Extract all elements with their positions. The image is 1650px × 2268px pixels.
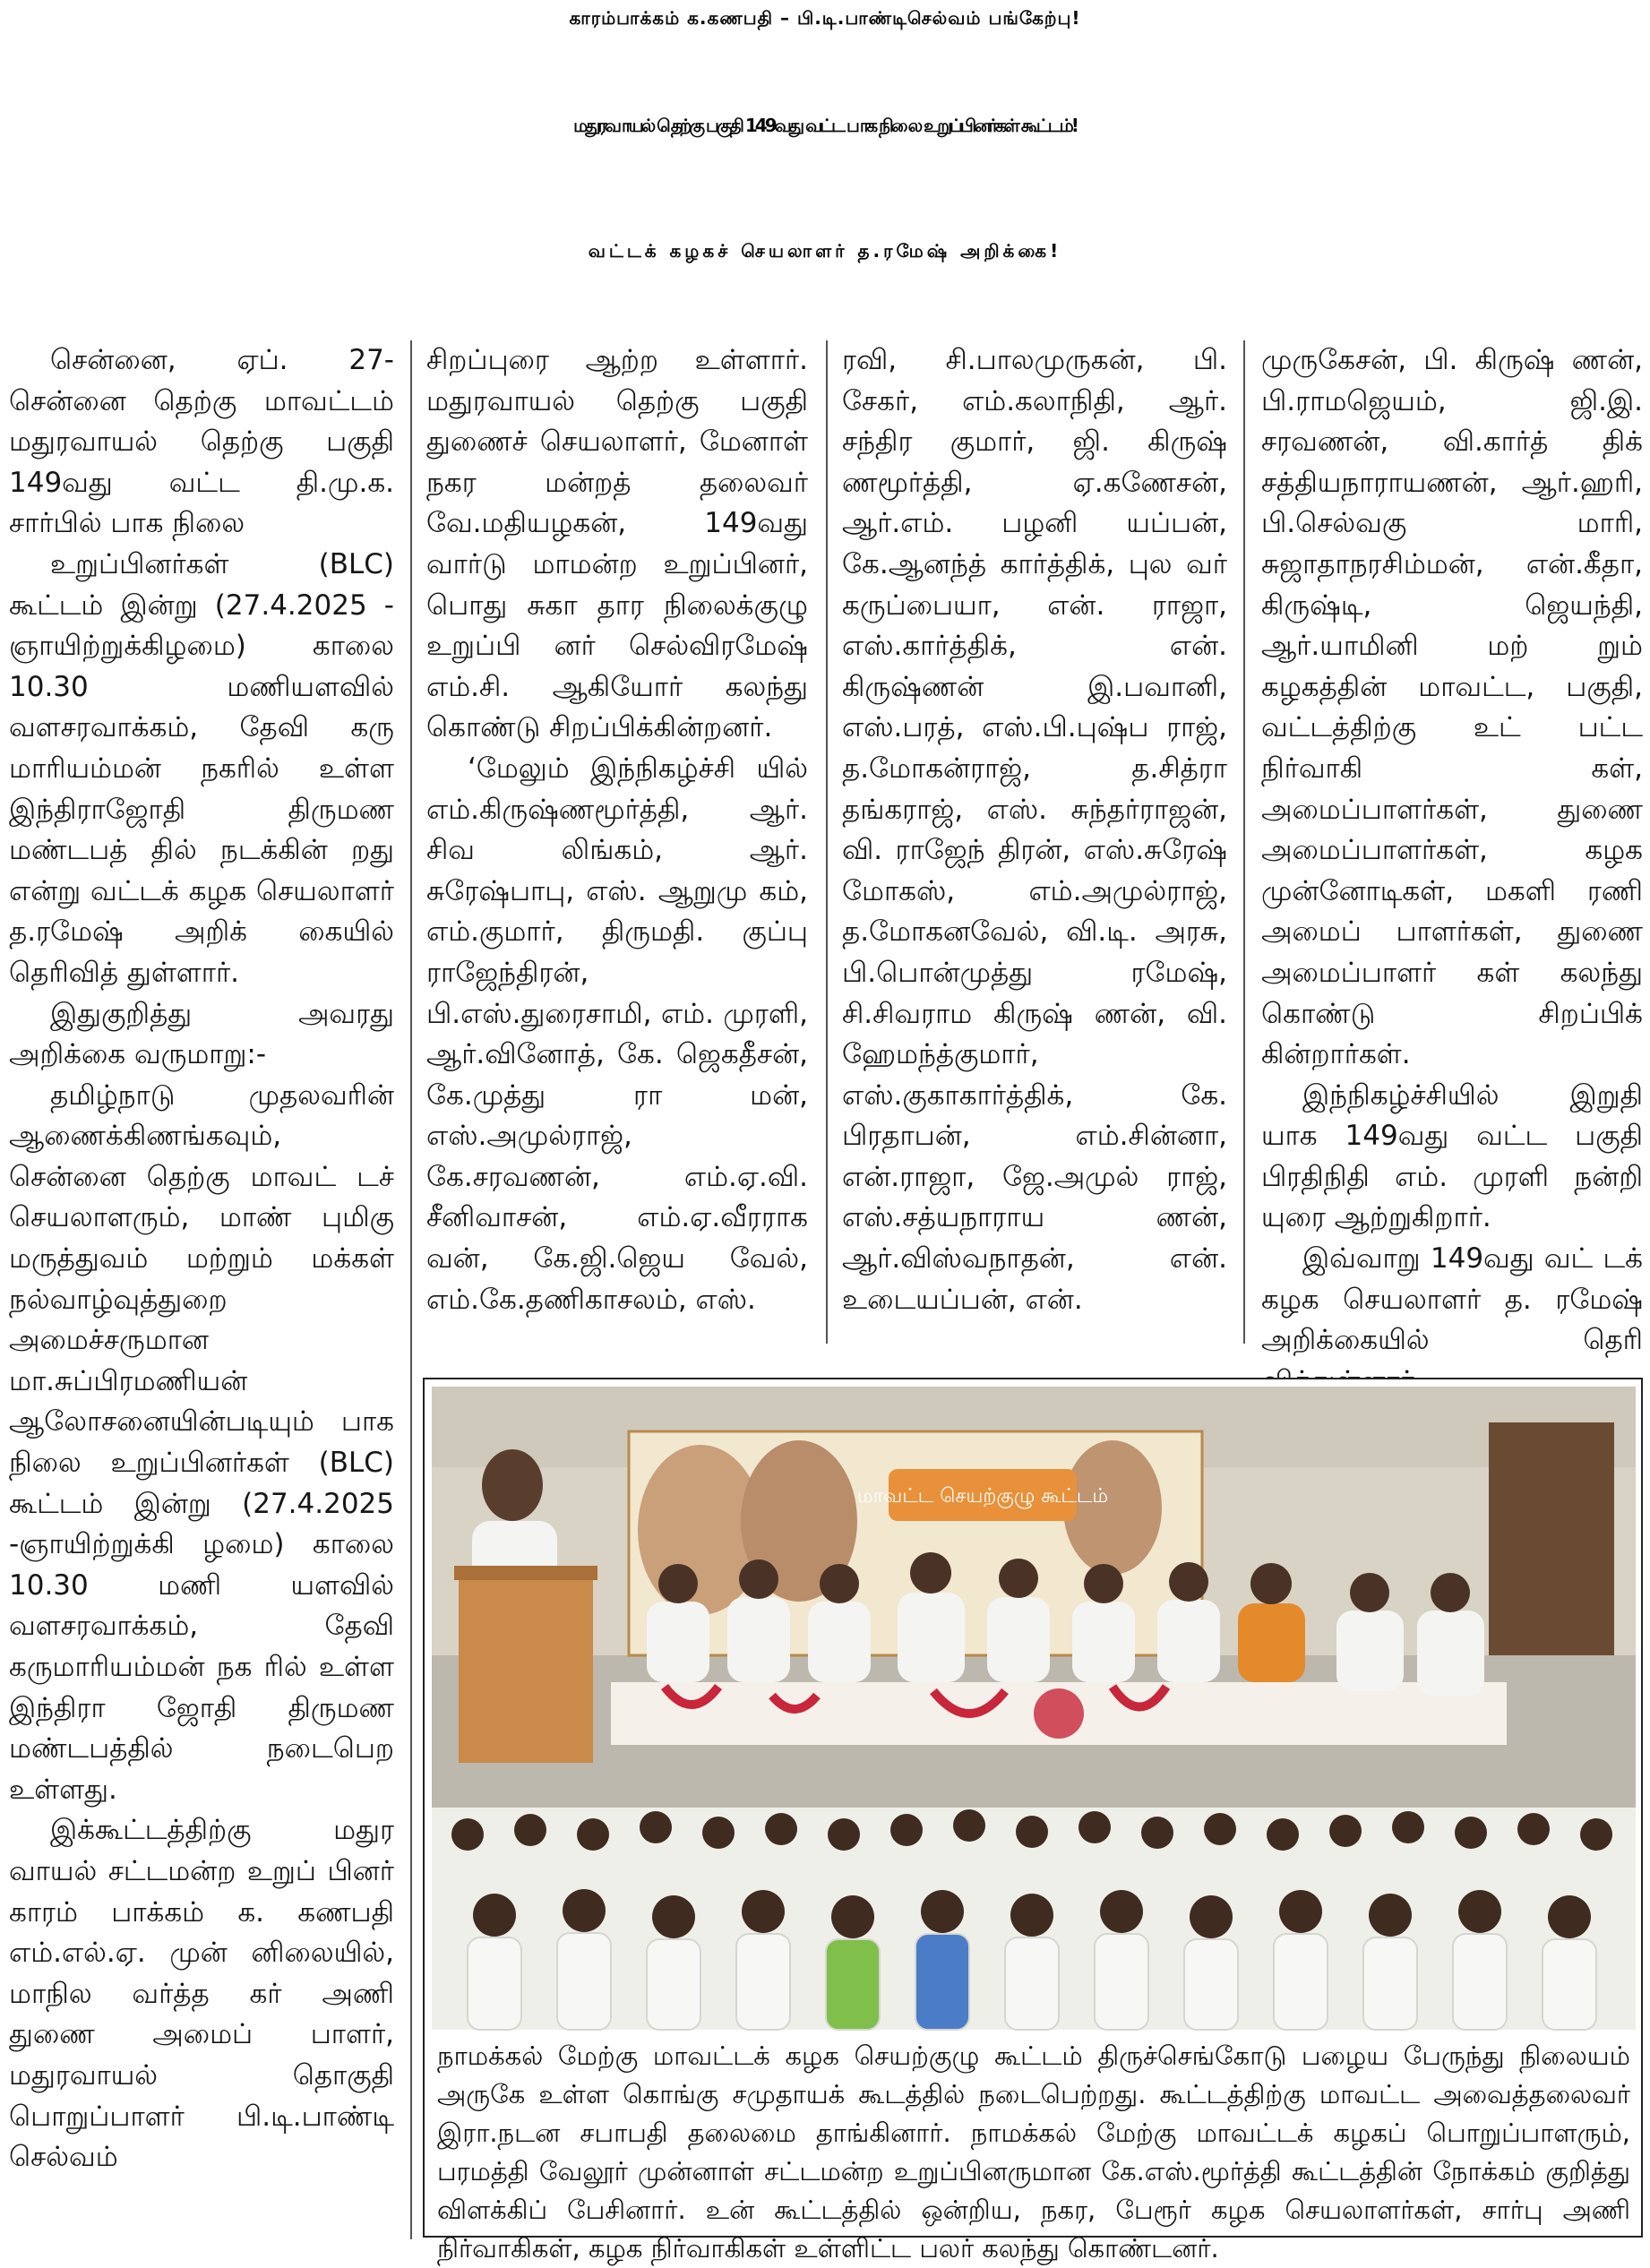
meeting-photo	[432, 1387, 1636, 2030]
article-column-3	[842, 340, 1227, 1353]
article-column-1	[9, 340, 394, 2239]
article-paragraph: உறுப்பினர்கள் (BLC) கூட்டம் இன்று (27.4.2025 - ஞாயிற்றுக்கிழமை) காலை 10.30 மணியளவில் வளசரவாக்கம், தேவி கரு மாரியம்மன் நகரில் உள்ள இந்திராஜோதி திருமண மண்டபத் தில் நடக்கின் றது என்று வட்டக் கழக செயலாளர் த.ரமேஷ் அறிக் கையில் தெரிவித் துள்ளார்.	[9, 547, 394, 989]
banner-text: மாவட்ட செயற்குழு கூட்டம்	[856, 1485, 1109, 1508]
article-paragraph: ரவி, சி.பாலமுருகன், பி. சேகர், எம்.கலாநிதி, ஆர். சந்திர குமார், ஜி. கிருஷ் ணமூர்த்தி, ஏ.கணேசன், ஆர்.எம். பழனி யப்பன், கே.ஆனந்த் கார்த்திக், புல வர் கருப்பையா, என். ராஜா, எஸ்.கார்த்திக், என். கிருஷ்ணன் இ.பவானி, எஸ்.பரத், எஸ்.பி.புஷ்ப ராஜ், த.மோகன்ராஜ், த.சித்ரா தங்கராஜ், எஸ். சுந்தர்ராஜன், வி. ராஜேந் திரன், எஸ்.சுரேஷ் மோகஸ், எம்.அமுல்ராஜ், த.மோகனவேல், வி.டி. அரசு, பி.பொன்முத்து ரமேஷ், சி.சிவராம கிருஷ் ணன், வி. ஹேமந்த்குமார், எஸ்.குகாகார்த்திக், கே. பிரதாபன், எம்.சின்னா, என்.ராஜா, ஜே.அமுல் ராஜ், எஸ்.சத்யநாராய ணன், ஆர்.விஸ்வநாதன், என். உடையப்பன், என்.	[842, 344, 1227, 1316]
photo-caption: நாமக்கல் மேற்கு மாவட்டக் கழக செயற்குழு கூட்டம் திருச்செங்கோடு பழைய பேருந்து நிலையம் அருகே உள்ள கொங்கு சமுதாயக் கூடத்தில் நடைபெற்றது. கூட்டத்திற்கு மாவட்ட அவைத்தலைவர் இரா.நடன சபாபதி தலைமை தாங்கினார். நாமக்கல் மேற்கு மாவட்டக் கழகப் பொறுப்பாளரும், பரமத்தி வேலூர் முன்னாள் சட்டமன்ற உறுப்பினருமான கே.எஸ்.மூர்த்தி கூட்டத்தின் நோக்கம் குறித்து விளக்கிப் பேசினார். உன் கூட்டத்தில் ஒன்றிய, நகர, பேரூர் கழக செயலாளர்கள், சார்பு அணி நிர்வாகிகள், கழக நிர்வாகிகள் உள்ளிட்ட பலர் கலந்து கொண்டனர்.	[437, 2040, 1630, 2264]
kicker-headline: காரம்பாக்கம் க.கணபதி – பி.டி.பாண்டிசெல்வம் பங்கேற்பு!	[569, 7, 1081, 29]
main-headline: மதுரவாயல் தெற்கு பகுதி 149வது வட்ட பாக நிலை உறுப்பினர்கள் கூட்டம்!	[573, 115, 1077, 136]
sub-headline: வட்டக் கழகச் செயலாளர் த.ரமேஷ் அறிக்கை!	[588, 240, 1062, 262]
article-paragraph: இதுகுறித்து அவரது அறிக்கை வருமாறு:-	[9, 997, 394, 1071]
article-paragraph: இக்கூட்டத்திற்கு மதுர வாயல் சட்டமன்ற உறுப் பினர் காரம் பாக்கம் க. கணபதி எம்.எல்.ஏ. முன் னிலையில், மாநில வர்த்த கர் அணி துணை அமைப் பாளர், மதுரவாயல் தொகுதி பொறுப்பாளர் பி.டி.பாண்டி செல்வம்	[9, 1814, 394, 2174]
article-paragraph: தமிழ்நாடு முதலவரின் ஆணைக்கிணங்கவும், சென்னை தெற்கு மாவட் டச் செயலாளரும், மாண் புமிகு மருத்துவம் மற்றும் மக்கள் நல்வாழ்வுத்துறை அமைச்சருமான மா.சுப்பிரமணியன் ஆலோசனையின்படியும் பாக நிலை உறுப்பினர்கள் (BLC) கூட்டம் இன்று (27.4.2025 -ஞாயிற்றுக்கி ழமை) காலை 10.30 மணி யளவில் வளசரவாக்கம், தேவி கருமாரியம்மன் நக ரில் உள்ள இந்திரா ஜோதி திருமண மண்டபத்தில் நடைபெற உள்ளது.	[9, 1078, 394, 1806]
news-photo-frame	[423, 1378, 1643, 2264]
article-paragraph: சிறப்புரை ஆற்ற உள்ளார். மதுரவாயல் தெற்கு பகுதி துணைச் செயலாளர், மேனாள் நகர மன்றத் தலைவர் வே.மதியழகன், 149வது வார்டு மாமன்ற உறுப்பினர், பொது சுகா தார நிலைக்குழு உறுப்பி னர் செல்விரமேஷ் எம்.சி. ஆகியோர் கலந்து கொண்டு சிறப்பிக்கின்றனர்.	[426, 344, 808, 744]
article-paragraph: சென்னை, ஏப். 27- சென்னை தெற்கு மாவட்டம் மதுரவாயல் தெற்கு பகுதி 149வது வட்ட தி.மு.க. சார்பில் பாக நிலை	[9, 344, 394, 540]
article-paragraph: இந்நிகழ்ச்சியில் இறுதி யாக 149வது வட்ட பகுதி பிரதிநிதி எம். முரளி நன்றி யுரை ஆற்றுகிறார்.	[1261, 1078, 1643, 1234]
article-paragraph: ‘மேலும் இந்நிகழ்ச்சி யில் எம்.கிருஷ்ணமூர்த்தி, ஆர். சிவ லிங்கம், ஆர். சுரேஷ்பாபு, எஸ். ஆறுமு கம், எம்.குமார், திருமதி. குப்பு ராஜேந்திரன், பி.எஸ்.துரைசாமி, எம். முரளி, ஆர்.வினோத், கே. ஜெகதீசன், கே.முத்து ரா மன், எஸ்.அமுல்ராஜ், கே.சரவணன், எம்.ஏ.வி. சீனிவாசன், எம்.ஏ.வீரராக வன், கே.ஜி.ஜெய வேல், எம்.கே.தணிகாசலம், எஸ்.	[426, 752, 808, 1316]
column-divider	[1243, 340, 1245, 1344]
article-column-2	[426, 340, 808, 1353]
article-column-4	[1261, 340, 1643, 1357]
article-paragraph: முருகேசன், பி. கிருஷ் ணன், பி.ராமஜெயம், ஜி.இ. சரவணன், வி.கார்த் திக் சத்தியநாராயணன், ஆர்.ஹரி, பி.செல்வகு மாரி, சுஜாதாநரசிம்மன், என்.கீதா, கிருஷ்டி, ஜெயந்தி, ஆர்.யாமினி மற் றும் கழகத்தின் மாவட்ட, பகுதி, வட்டத்திற்கு உட் பட்ட நிர்வாகி கள், அமைப்பாளர்கள், துணை அமைப்பாளர்கள், கழக முன்னோடிகள், மகளி ரணி அமைப் பாளர்கள், துணை அமைப்பாளர் கள் கலந்து கொண்டு சிறப்பிக் கின்றார்கள்.	[1261, 344, 1643, 1071]
column-divider	[410, 340, 412, 2239]
column-divider	[826, 340, 828, 1344]
article-paragraph: இவ்வாறு 149வது வட் டக் கழக செயலாளர் த. ரமேஷ் அறிக்கையில் தெரி	[1261, 1242, 1643, 1357]
